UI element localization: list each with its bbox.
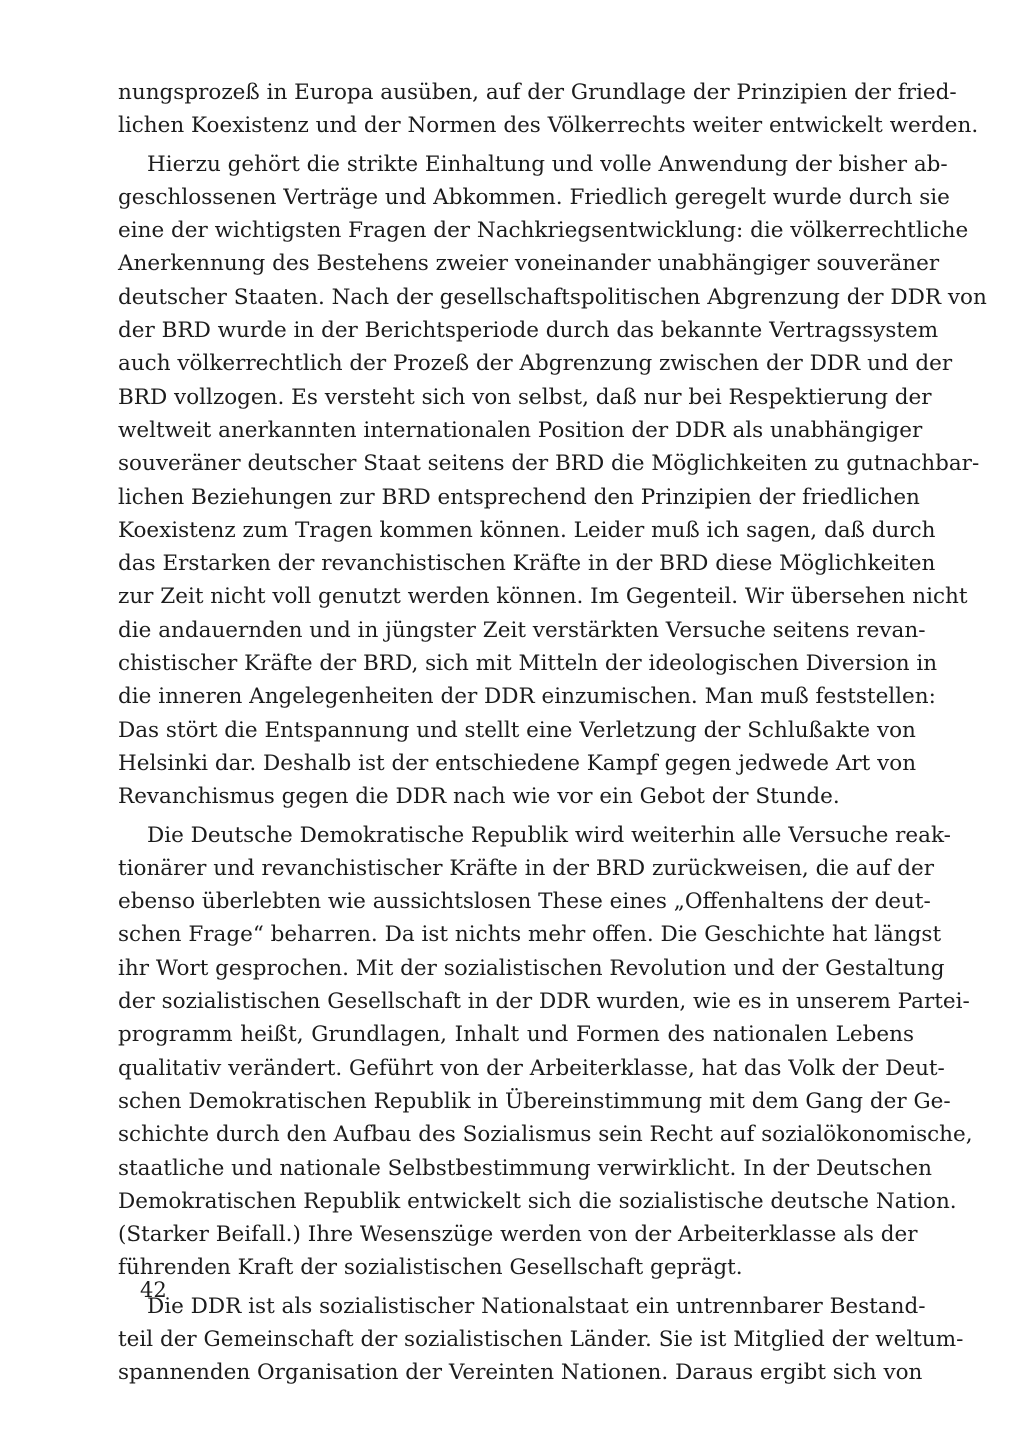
text-line: Demokratischen Republik entwickelt sich die sozialistische deutsche Nation. — [118, 1188, 957, 1214]
text-line: Helsinki dar. Deshalb ist der entschiedene Kampf gegen jedwede Art von — [118, 750, 917, 776]
paragraph — [118, 819, 973, 1285]
document-body — [118, 76, 987, 1390]
text-line: staatliche und nationale Selbstbestimmung verwirklicht. In der Deutschen — [118, 1155, 932, 1181]
paragraph — [118, 148, 987, 814]
text-line: ebenso überlebten wie aussichtslosen These eines „Offenhaltens der deut- — [118, 889, 931, 915]
text-line: programm heißt, Grundlagen, Inhalt und Formen des nationalen Lebens — [118, 1022, 914, 1048]
text-line: Das stört die Entspannung und stellt eine Verletzung der Schlußakte von — [118, 717, 916, 743]
text-line: geschlossenen Verträge und Abkommen. Friedlich geregelt wurde durch sie — [118, 184, 950, 210]
text-line: schen Frage“ beharren. Da ist nichts mehr offen. Die Geschichte hat längst — [118, 922, 942, 948]
page-number: 42 — [140, 1278, 167, 1302]
text-line: chistischer Kräfte der BRD, sich mit Mitteln der ideologischen Diversion in — [118, 651, 938, 677]
paragraph — [118, 1290, 964, 1390]
text-line: auch völkerrechtlich der Prozeß der Abgrenzung zwischen der DDR und der — [118, 351, 953, 377]
paragraph — [118, 76, 979, 143]
text-line: nungsprozeß in Europa ausüben, auf der Grundlage der Prinzipien der fried- — [118, 80, 957, 105]
text-line: Die DDR ist als sozialistischer Nationalstaat ein untrennbarer Bestand- — [147, 1293, 926, 1319]
text-line: weltweit anerkannten internationalen Position der DDR als unabhängiger — [118, 417, 923, 443]
text-line: die inneren Angelegenheiten der DDR einzumischen. Man muß feststellen: — [118, 684, 936, 710]
text-line: (Starker Beifall.) Ihre Wesenszüge werden von der Arbeiterklasse als der — [118, 1222, 918, 1248]
text-line: tionärer und revanchistischer Kräfte in der BRD zurückweisen, die auf der — [118, 855, 935, 881]
text-line: souveräner deutscher Staat seitens der BRD die Möglichkeiten zu gutnachbar- — [118, 451, 980, 477]
text-line: teil der Gemeinschaft der sozialistischen Länder. Sie ist Mitglied der weltum- — [118, 1326, 964, 1352]
text-line: lichen Beziehungen zur BRD entsprechend den Prinzipien der friedlichen — [118, 484, 920, 510]
text-line: Die Deutsche Demokratische Republik wird weiterhin alle Versuche reak- — [147, 822, 951, 848]
text-line: ihr Wort gesprochen. Mit der sozialistischen Revolution und der Gestaltung — [118, 955, 945, 981]
text-line: Revanchismus gegen die DDR nach wie vor ein Gebot der Stunde. — [118, 784, 840, 810]
text-line: der sozialistischen Gesellschaft in der DDR wurden, wie es in unserem Partei- — [118, 989, 970, 1015]
text-line: eine der wichtigsten Fragen der Nachkriegsentwicklung: die völkerrechtliche — [118, 218, 969, 244]
text-line: lichen Koexistenz und der Normen des Völkerrechts weiter entwickelt werden. — [118, 113, 979, 139]
text-line: Hierzu gehört die strikte Einhaltung und volle Anwendung der bisher ab- — [147, 151, 948, 177]
text-line: das Erstarken der revanchistischen Kräfte in der BRD diese Möglichkeiten — [118, 551, 936, 577]
text-line: deutscher Staaten. Nach der gesellschaftspolitischen Abgrenzung der DDR von — [118, 284, 987, 310]
text-line: zur Zeit nicht voll genutzt werden können. Im Gegenteil. Wir übersehen nicht — [118, 584, 968, 610]
text-line: BRD vollzogen. Es versteht sich von selbst, daß nur bei Respektierung der — [118, 384, 932, 410]
text-line: Koexistenz zum Tragen kommen können. Leider muß ich sagen, daß durch — [118, 517, 936, 543]
text-line: der BRD wurde in der Berichtsperiode durch das bekannte Vertragssystem — [118, 318, 939, 344]
text-line: qualitativ verändert. Geführt von der Arbeiterklasse, hat das Volk der Deut- — [118, 1055, 945, 1081]
text-line: spannenden Organisation der Vereinten Nationen. Daraus ergibt sich von — [118, 1360, 923, 1386]
text-line: führenden Kraft der sozialistischen Gesellschaft geprägt. — [118, 1255, 743, 1281]
text-line: die andauernden und in jüngster Zeit verstärkten Versuche seitens revan- — [118, 617, 926, 643]
text-line: schen Demokratischen Republik in Übereinstimmung mit dem Gang der Ge- — [118, 1088, 951, 1114]
text-line: schichte durch den Aufbau des Sozialismus sein Recht auf sozialökonomische, — [118, 1122, 973, 1148]
text-line: Anerkennung des Bestehens zweier voneinander unabhängiger souveräner — [118, 251, 940, 277]
